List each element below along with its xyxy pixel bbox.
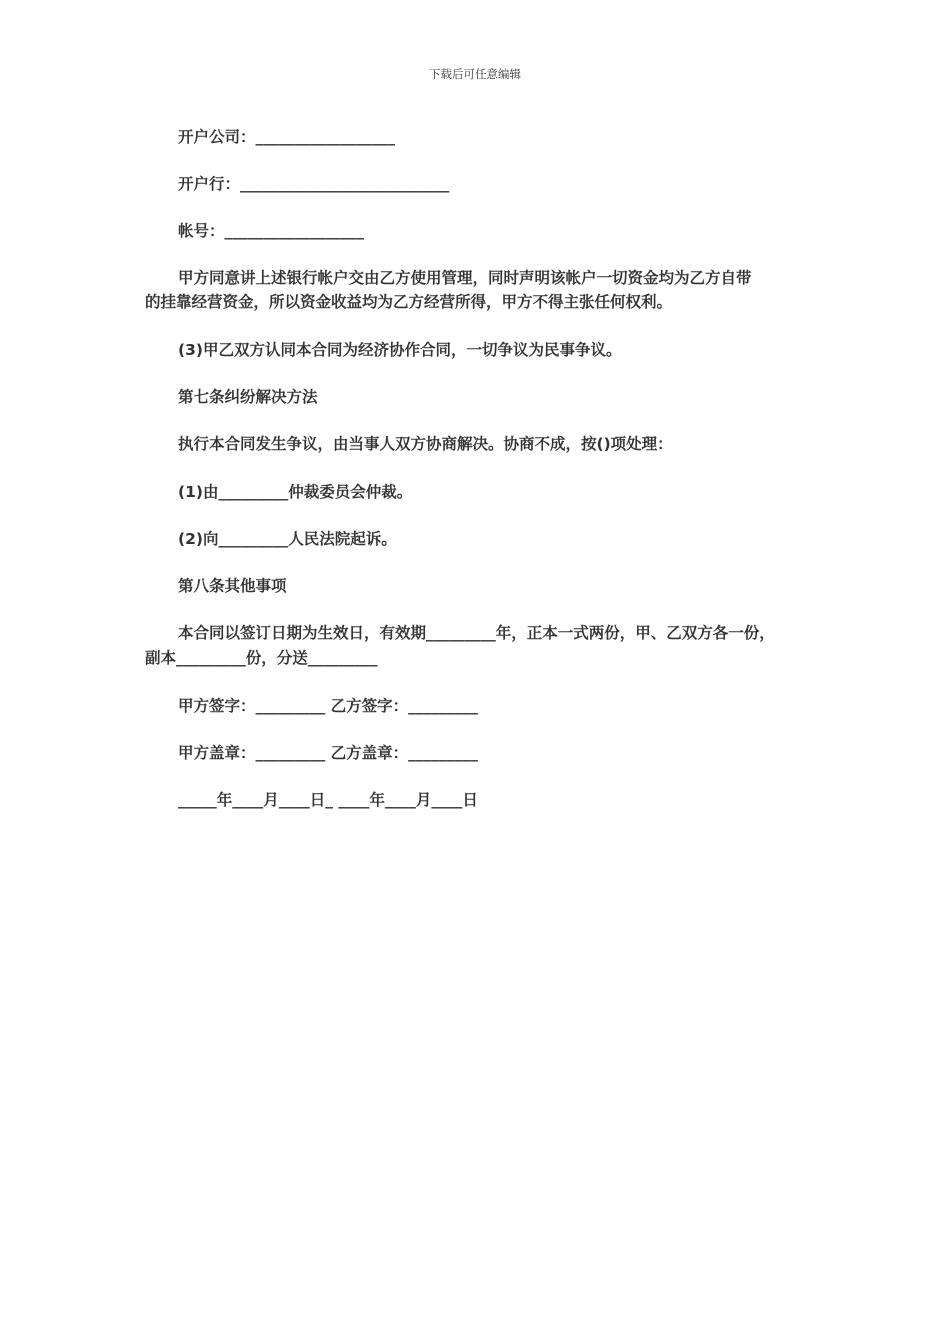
article-7-body: 执行本合同发生争议，由当事人双方协商解决。协商不成，按()项处理： [178, 435, 673, 453]
dispute-option-1: (1)由_________仲裁委员会仲裁。 [178, 483, 413, 501]
agreement-paragraph-line2: 的挂靠经营资金，所以资金收益均为乙方经营所得，甲方不得主张任何权利。 [145, 293, 673, 311]
account-bank-field: 开户行：___________________________ [178, 175, 450, 193]
signature-line: 甲方签字：_________ 乙方签字：_________ [178, 697, 478, 715]
clause-item-3: (3)甲乙双方认同本合同为经济协作合同，一切争议为民事争议。 [178, 341, 622, 359]
article-7-title: 第七条纠纷解决方法 [178, 388, 318, 406]
account-company-field: 开户公司：__________________ [178, 128, 396, 146]
dispute-option-2: (2)向_________人民法院起诉。 [178, 530, 397, 548]
agreement-paragraph-line1: 甲方同意讲上述银行帐户交由乙方使用管理，同时声明该帐户一切资金均为乙方自带 [178, 269, 752, 287]
article-8-line1: 本合同以签订日期为生效日，有效期_________年，正本一式两份，甲、乙双方各一份， [178, 624, 775, 642]
seal-line: 甲方盖章：_________ 乙方盖章：_________ [178, 744, 478, 762]
article-8-line2: 副本_________份，分送_________ [145, 649, 378, 667]
date-line: _____年____月____日_ ____年____月____日 [178, 791, 478, 809]
article-8-title: 第八条其他事项 [178, 577, 287, 595]
page-header: 下载后可任意编辑 [429, 67, 521, 81]
account-number-field: 帐号：__________________ [178, 222, 365, 240]
